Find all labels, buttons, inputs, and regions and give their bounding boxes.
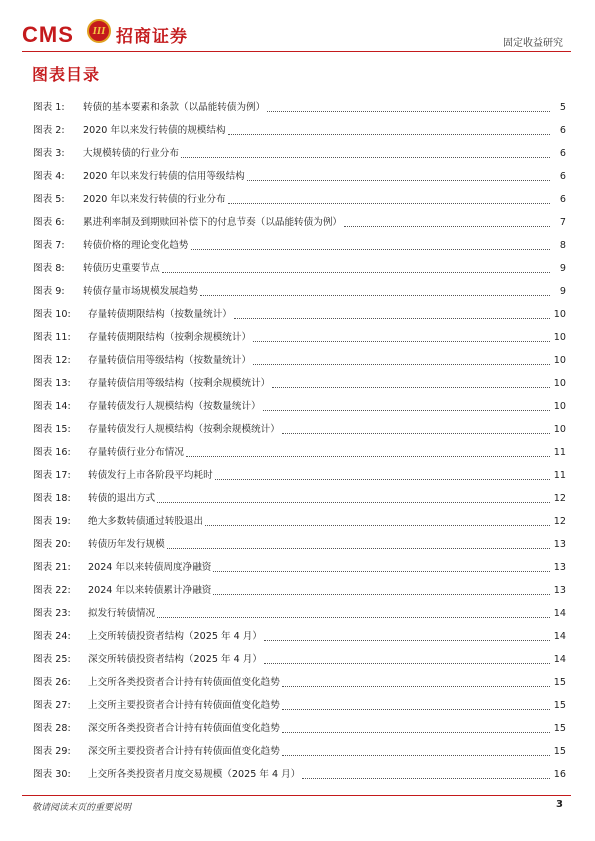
toc-entry-title: 大规模转债的行业分布 [83,148,179,159]
toc-entry[interactable] [33,441,566,464]
table-of-figures [33,96,566,786]
toc-entry[interactable] [33,234,566,257]
toc-entry-page: 13 [553,539,566,550]
toc-leader-dots [228,203,550,204]
toc-entry-number: 图表 19: [33,516,71,527]
toc-leader-dots [282,755,550,756]
toc-entry-page: 12 [553,493,566,504]
toc-entry-title: 转债历史重要节点 [83,263,160,274]
toc-entry[interactable] [33,142,566,165]
toc-entry-number: 图表 10: [33,309,71,320]
brand-emblem-icon: III [87,19,111,43]
toc-entry[interactable] [33,717,566,740]
toc-entry[interactable] [33,119,566,142]
toc-entry[interactable] [33,510,566,533]
toc-entry-number: 图表 7: [33,240,65,251]
toc-entry-number: 图表 5: [33,194,65,205]
toc-entry-page: 13 [553,585,566,596]
toc-entry-title: 绝大多数转债通过转股退出 [88,516,204,527]
toc-entry[interactable] [33,487,566,510]
toc-entry-title: 深交所各类投资者合计持有转债面值变化趋势 [88,723,280,734]
toc-entry[interactable] [33,740,566,763]
toc-entry-number: 图表 27: [33,700,71,711]
toc-entry[interactable] [33,395,566,418]
header-divider [22,51,571,52]
toc-entry[interactable] [33,694,566,717]
toc-entry-number: 图表 30: [33,769,71,780]
toc-entry-page: 10 [553,401,566,412]
toc-entry-number: 图表 29: [33,746,71,757]
toc-entry[interactable] [33,579,566,602]
toc-entry-title: 累进利率制及到期赎回补偿下的付息节奏（以晶能转债为例） [83,217,343,228]
toc-entry-number: 图表 26: [33,677,71,688]
toc-leader-dots [344,226,550,227]
toc-leader-dots [157,502,550,503]
toc-entry-number: 图表 22: [33,585,71,596]
toc-entry-number: 图表 25: [33,654,71,665]
toc-entry-number: 图表 21: [33,562,71,573]
toc-entry-number: 图表 17: [33,470,71,481]
toc-entry-page: 15 [553,677,566,688]
toc-entry-title: 存量转债信用等级结构（按数量统计） [88,355,252,366]
toc-entry-page: 9 [559,286,566,297]
toc-entry-number: 图表 23: [33,608,71,619]
toc-leader-dots [282,732,550,733]
toc-entry-page: 13 [553,562,566,573]
toc-entry-page: 6 [559,194,566,205]
toc-leader-dots [200,295,550,296]
toc-entry[interactable] [33,763,566,786]
disclaimer-note: 敬请阅读末页的重要说明 [32,803,132,813]
toc-leader-dots [213,594,550,595]
toc-entry[interactable] [33,625,566,648]
toc-entry-title: 存量转债信用等级结构（按剩余规模统计） [88,378,271,389]
section-title: 图表目录 [32,65,101,84]
toc-entry-page: 12 [553,516,566,527]
toc-entry-page: 10 [553,355,566,366]
toc-entry-number: 图表 3: [33,148,65,159]
toc-entry-page: 10 [553,309,566,320]
toc-entry[interactable] [33,188,566,211]
toc-entry-number: 图表 14: [33,401,71,412]
toc-entry-title: 2020 年以来发行转债的规模结构 [83,125,226,136]
toc-entry[interactable] [33,211,566,234]
toc-entry[interactable] [33,326,566,349]
toc-entry-number: 图表 4: [33,171,65,182]
toc-leader-dots [264,640,550,641]
toc-entry-title: 转债发行上市各阶段平均耗时 [88,470,213,481]
toc-entry-title: 转债价格的理论变化趋势 [83,240,189,251]
toc-entry-page: 14 [553,654,566,665]
toc-entry-title: 深交所主要投资者合计持有转债面值变化趋势 [88,746,280,757]
toc-entry[interactable] [33,257,566,280]
page-header [0,0,595,52]
toc-entry-number: 图表 2: [33,125,65,136]
toc-entry-number: 图表 6: [33,217,65,228]
toc-entry-title: 转债历年发行规模 [88,539,165,550]
toc-entry-title: 上交所各类投资者月度交易规模（2025 年 4 月） [88,769,301,780]
toc-entry-page: 14 [553,631,566,642]
toc-entry-title: 上交所转债投资者结构（2025 年 4 月） [88,631,262,642]
toc-entry-page: 6 [559,148,566,159]
toc-entry-page: 7 [559,217,566,228]
toc-entry-page: 9 [559,263,566,274]
toc-entry-number: 图表 20: [33,539,71,550]
toc-entry-page: 10 [553,424,566,435]
toc-leader-dots [282,433,550,434]
toc-entry-page: 11 [553,447,566,458]
toc-entry[interactable] [33,648,566,671]
brand-name: 招商证券 [116,27,188,47]
toc-entry-title: 2020 年以来发行转债的信用等级结构 [83,171,245,182]
brand-logo-text: CMS [22,22,74,47]
toc-entry-title: 转债的退出方式 [88,493,156,504]
toc-leader-dots [205,525,550,526]
toc-entry-title: 拟发行转债情况 [88,608,156,619]
toc-leader-dots [186,456,550,457]
toc-leader-dots [302,778,550,779]
toc-leader-dots [282,709,550,710]
toc-entry-page: 10 [553,332,566,343]
toc-leader-dots [264,663,550,664]
toc-entry-page: 15 [553,746,566,757]
toc-leader-dots [263,410,550,411]
toc-entry-page: 5 [559,102,566,113]
toc-entry-number: 图表 11: [33,332,71,343]
toc-entry-title: 存量转债发行人规模结构（按剩余规模统计） [88,424,280,435]
toc-entry-title: 2024 年以来转债累计净融资 [88,585,212,596]
toc-entry-title: 上交所主要投资者合计持有转债面值变化趋势 [88,700,280,711]
toc-entry-title: 存量转债发行人规模结构（按数量统计） [88,401,261,412]
toc-entry-title: 存量转债期限结构（按剩余规模统计） [88,332,252,343]
toc-entry-number: 图表 28: [33,723,71,734]
toc-entry-number: 图表 1: [33,102,65,113]
toc-entry[interactable] [33,556,566,579]
toc-leader-dots [272,387,550,388]
toc-entry-number: 图表 8: [33,263,65,274]
toc-entry-page: 14 [553,608,566,619]
toc-entry[interactable] [33,671,566,694]
toc-entry-number: 图表 9: [33,286,65,297]
toc-entry-number: 图表 18: [33,493,71,504]
toc-entry-title: 转债存量市场规模发展趋势 [83,286,199,297]
toc-entry-number: 图表 24: [33,631,71,642]
toc-leader-dots [215,479,550,480]
toc-entry[interactable] [33,372,566,395]
toc-leader-dots [157,617,550,618]
footer-divider [22,795,571,796]
toc-entry-title: 存量转债期限结构（按数量统计） [88,309,232,320]
toc-leader-dots [181,157,550,158]
toc-leader-dots [234,318,550,319]
toc-entry[interactable] [33,602,566,625]
toc-leader-dots [191,249,550,250]
toc-entry-title: 转债的基本要素和条款（以晶能转债为例） [83,102,266,113]
toc-entry[interactable] [33,464,566,487]
toc-entry-page: 15 [553,700,566,711]
toc-entry-number: 图表 12: [33,355,71,366]
toc-entry-title: 上交所各类投资者合计持有转债面值变化趋势 [88,677,280,688]
toc-entry[interactable] [33,533,566,556]
toc-entry-page: 15 [553,723,566,734]
toc-entry-page: 8 [559,240,566,251]
toc-leader-dots [282,686,550,687]
toc-entry-page: 6 [559,125,566,136]
toc-entry-number: 图表 15: [33,424,71,435]
toc-leader-dots [253,364,550,365]
toc-leader-dots [267,111,550,112]
toc-entry[interactable] [33,96,566,119]
toc-leader-dots [167,548,550,549]
page-number: 3 [556,799,563,810]
toc-entry-title: 深交所转债投资者结构（2025 年 4 月） [88,654,262,665]
toc-entry-page: 10 [553,378,566,389]
toc-leader-dots [247,180,550,181]
toc-leader-dots [213,571,550,572]
toc-entry-title: 存量转债行业分布情况 [88,447,184,458]
toc-entry-number: 图表 13: [33,378,71,389]
toc-entry-number: 图表 16: [33,447,71,458]
toc-entry-title: 2020 年以来发行转债的行业分布 [83,194,226,205]
toc-entry[interactable] [33,280,566,303]
toc-entry-page: 16 [553,769,566,780]
toc-entry-title: 2024 年以来转债周度净融资 [88,562,212,573]
toc-entry-page: 6 [559,171,566,182]
report-type-label: 固定收益研究 [503,38,563,49]
toc-leader-dots [228,134,550,135]
toc-entry[interactable] [33,349,566,372]
toc-leader-dots [162,272,550,273]
toc-entry[interactable] [33,165,566,188]
toc-entry-page: 11 [553,470,566,481]
toc-leader-dots [253,341,550,342]
toc-entry[interactable] [33,418,566,441]
toc-entry[interactable] [33,303,566,326]
